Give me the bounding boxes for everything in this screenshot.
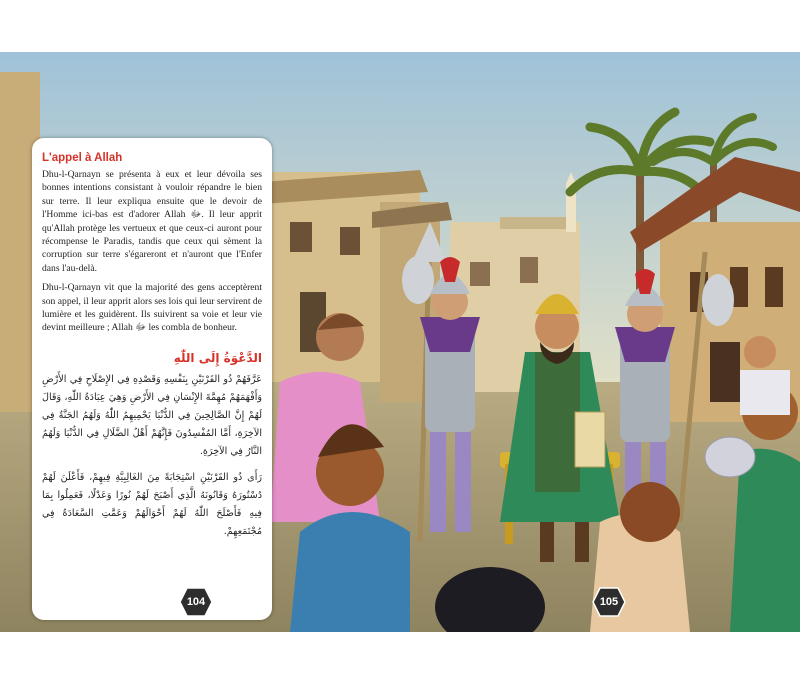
page-number-left-label: 104 <box>186 596 206 608</box>
french-paragraph-2: Dhu-l-Qarnayn vit que la majorité des gens acceptèrent son appel, il leur apprit alors ses lois qui leur servirent de lumière et les guidèrent. Ils suivirent sa voie et leur vie devint meilleure ; Allah ﷻ les combla de bonheur. <box>42 282 262 334</box>
arabic-title: الدَّعْوَةُ إِلَى اللّٰهِ <box>173 350 262 365</box>
french-paragraph-1: Dhu-l-Qarnayn se présenta à eux et leur dévoila ses bonnes intentions consistant à vouloir répandre le bien sur terre. Il leur expliqua ensuite que le devoir de l'Homme ici-bas est d'adorer Allah ﷻ. Il leur apprit qu'Allah protège les vertueux et que ceux-ci auront pour récompense le Paradis, tandis que ceux qui sèment la corruption sur terre s'égareront et n'auront que l'Enfer dans l'au-delà. <box>42 169 262 274</box>
page-number-left <box>179 587 213 617</box>
page-number-right-label: 105 <box>599 596 619 608</box>
page-number-right <box>592 587 626 617</box>
french-title: L'appel à Allah <box>42 152 123 164</box>
book-spread <box>0 52 800 632</box>
arabic-paragraph-2: رَأَى ذُو القَرْنَيْنِ اسْتِجَابَةً مِنَ الغَالِبِيَّةِ فِيهِمْ، فَأَعْلَنَ لَهُمْ دُسْتُورَهُ وَقَانُونَهُ الَّذِي أَصْبَحَ لَهُمْ نُورًا وَعَدْلًا، فَعَمِلُوا بِمَا فِيهِ فَأَصْلَحَ اللّٰهُ لَهُمْ أَحْوَالَهُمْ وَعَمَّتِ السَّعَادَةُ فِي مُجْتَمَعِهِمْ. <box>42 471 262 537</box>
text-card <box>32 138 272 620</box>
arabic-paragraph-1: عَرَّفَهُمْ ذُو القَرْنَيْنِ بِنَفْسِهِ وَقَصْدِهِ فِي الإِصْلَاحِ فِي الأَرْضِ وَأَفْهَمَهُمْ مُهِمَّةَ الإِنْسَانِ فِي الأَرْضِ وَهِيَ عِبَادَةُ اللّٰهِ، وَقَالَ لَهُمْ إِنَّ الصَّالِحِينَ فِي الدُّنْيَا يَحْمِيهِمُ اللّٰهُ وَلَهُمُ الجَنَّةُ فِي الآخِرَةِ، أَمَّا المُفْسِدُونَ فَإِنَّهُمْ أَهْلُ الضَّلَالِ فِي الدُّنْيَا وَلَهُمُ النَّارُ فِي الآخِرَةِ. <box>42 373 262 457</box>
